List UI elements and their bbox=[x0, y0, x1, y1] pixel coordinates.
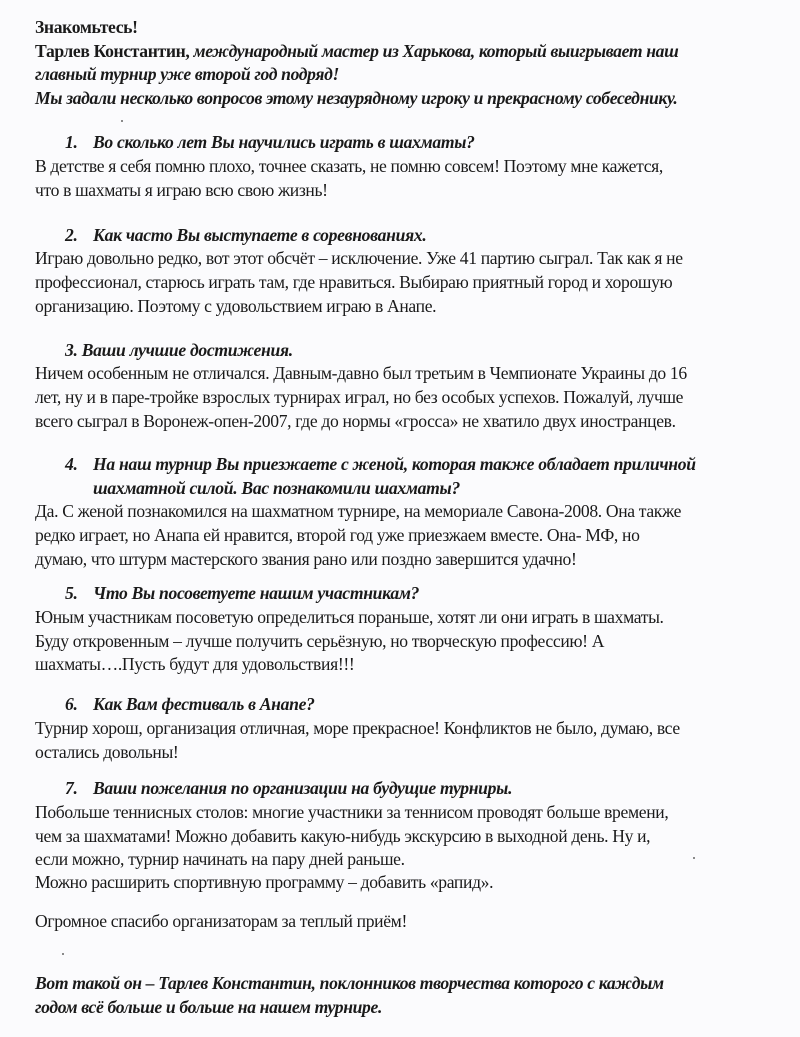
intro-line-1 bbox=[35, 40, 678, 62]
scan-speck bbox=[693, 857, 695, 859]
intro-line-1-rest: международный мастер из Харькова, который выигрывает наш bbox=[193, 41, 679, 61]
question-1 bbox=[65, 131, 475, 153]
question-number: 5. bbox=[65, 583, 78, 603]
answer-6-line-2: остались довольны! bbox=[35, 742, 179, 762]
intro-line-2: главный турнир уже второй год подряд! bbox=[35, 64, 339, 84]
closing-line-2: годом всё больше и больше на нашем турнире. bbox=[35, 997, 383, 1017]
answer-7-line-4: Можно расширить спортивную программу – добавить «рапид». bbox=[35, 872, 494, 892]
answer-7-line-2: чем за шахматами! Можно добавить какую-нибудь экскурсию в выходной день. Ну и, bbox=[35, 826, 651, 846]
question-4 bbox=[65, 453, 696, 475]
question-text: Ваши пожелания по организации на будущие турниры. bbox=[93, 778, 513, 798]
answer-2-line-3: организацию. Поэтому с удовольствием играю в Анапе. bbox=[35, 296, 437, 316]
answer-5-line-2: Буду откровенным – лучше получить серьёзную, но творческую профессию! А bbox=[35, 631, 605, 651]
answer-3-line-1: Ничем особенным не отличался. Давным-давно был третьим в Чемпионате Украины до 16 bbox=[35, 363, 687, 383]
question-5 bbox=[65, 582, 419, 604]
scan-speck bbox=[62, 953, 64, 955]
intro-heading: Знакомьтесь! bbox=[35, 17, 138, 37]
question-text: Как часто Вы выступаете в соревнованиях. bbox=[93, 225, 427, 245]
answer-1-line-2: что в шахматы я играю всю свою жизнь! bbox=[35, 180, 328, 200]
question-2 bbox=[65, 224, 426, 246]
question-text: Что Вы посоветуете нашим участникам? bbox=[93, 583, 420, 603]
question-number: 4. bbox=[65, 454, 78, 474]
answer-5-line-3: шахматы….Пусть будут для удовольствия!!! bbox=[35, 654, 355, 674]
question-number: 3. bbox=[65, 340, 78, 360]
closing-line-1: Вот такой он – Тарлев Константин, поклонников творчества которого с каждым bbox=[35, 973, 664, 993]
answer-2-line-2: профессионал, старюсь играть там, где нравиться. Выбираю приятный город и хорошую bbox=[35, 272, 673, 292]
answer-6-line-1: Турнир хорош, организация отличная, море прекрасное! Конфликтов не было, думаю, все bbox=[35, 718, 680, 738]
question-number: 6. bbox=[65, 694, 78, 714]
scan-speck bbox=[121, 120, 123, 122]
answer-2-line-1: Играю довольно редко, вот этот обсчёт – исключение. Уже 41 партию сыграл. Так как я не bbox=[35, 248, 683, 268]
question-number: 2. bbox=[65, 225, 78, 245]
answer-4-line-2: редко играет, но Анапа ей нравится, второй год уже приезжаем вместе. Она- МФ, но bbox=[35, 525, 640, 545]
answer-4-line-1: Да. С женой познакомился на шахматном турнире, на мемориале Савона-2008. Она также bbox=[35, 501, 682, 521]
question-4-line-2: шахматной силой. Вас познакомили шахматы? bbox=[93, 478, 460, 498]
question-text-line-1: На наш турнир Вы приезжаете с женой, которая также обладает приличной bbox=[93, 454, 696, 474]
question-text: Во сколько лет Вы научились играть в шахматы? bbox=[93, 132, 475, 152]
question-number: 7. bbox=[65, 778, 78, 798]
answer-5-line-1: Юным участникам посоветую определиться пораньше, хотят ли они играть в шахматы. bbox=[35, 607, 664, 627]
answer-7-line-1: Побольше теннисных столов: многие участники за теннисом проводят больше времени, bbox=[35, 802, 669, 822]
question-text: Как Вам фестиваль в Анапе? bbox=[93, 694, 315, 714]
question-6 bbox=[65, 693, 315, 715]
answer-3-line-3: всего сыграл в Воронеж-опен-2007, где до нормы «гросса» не хватило двух иностранцев. bbox=[35, 411, 676, 431]
answer-7-line-3: если можно, турнир начинать на пару дней раньше. bbox=[35, 849, 405, 869]
player-name: Тарлев Константин, bbox=[35, 41, 190, 61]
question-text: Ваши лучшие достижения. bbox=[81, 340, 293, 360]
question-number: 1. bbox=[65, 132, 78, 152]
answer-1-line-1: В детстве я себя помню плохо, точнее сказать, не помню совсем! Поэтому мне кажется, bbox=[35, 156, 663, 176]
intro-line-3: Мы задали несколько вопросов этому незаурядному игроку и прекрасному собеседнику. bbox=[35, 88, 678, 108]
thanks-text: Огромное спасибо организаторам за теплый приём! bbox=[35, 911, 407, 931]
answer-4-line-3: думаю, что штурм мастерского звания рано или поздно завершится удачно! bbox=[35, 549, 577, 569]
question-7 bbox=[65, 777, 512, 799]
question-3 bbox=[65, 339, 293, 361]
answer-3-line-2: лет, ну и в паре-тройке взрослых турнирах играл, но без особых успехов. Пожалуй, лучше bbox=[35, 387, 684, 407]
